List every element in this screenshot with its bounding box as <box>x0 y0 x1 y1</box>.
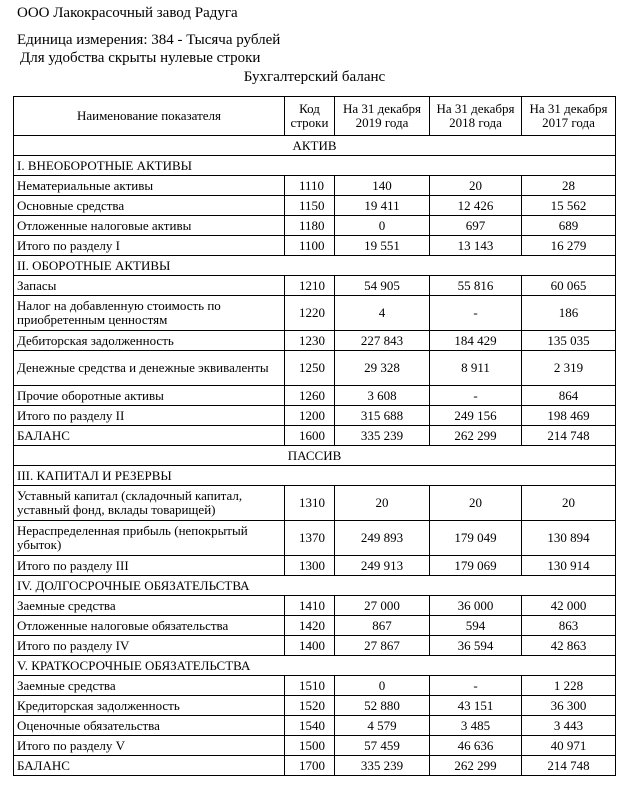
row-code: 1180 <box>285 216 335 236</box>
table-row <box>14 426 616 446</box>
value-2017: 135 035 <box>522 331 616 351</box>
table-row <box>14 216 616 236</box>
value-2017: 60 065 <box>522 276 616 296</box>
table-row <box>14 386 616 406</box>
value-2019: 335 239 <box>335 756 430 776</box>
row-label: Оценочные обязательства <box>14 716 285 736</box>
value-2018: 8 911 <box>430 351 522 386</box>
row-label: Основные средства <box>14 196 285 216</box>
section-title: V. КРАТКОСРОЧНЫЕ ОБЯЗАТЕЛЬСТВА <box>14 656 616 676</box>
value-2019: 52 880 <box>335 696 430 716</box>
table-row <box>14 676 616 696</box>
row-label: Итого по разделу V <box>14 736 285 756</box>
value-2019: 4 <box>335 296 430 331</box>
value-2018: - <box>430 386 522 406</box>
row-label: Уставный капитал (складочный капитал, уставный фонд, вклады товарищей) <box>14 486 285 521</box>
value-2017: 214 748 <box>522 426 616 446</box>
value-2017: 863 <box>522 616 616 636</box>
value-2019: 249 893 <box>335 521 430 556</box>
table-row <box>14 236 616 256</box>
value-2018: 12 426 <box>430 196 522 216</box>
value-2017: 42 863 <box>522 636 616 656</box>
part-header-row <box>14 136 616 156</box>
value-2018: 20 <box>430 486 522 521</box>
row-code: 1540 <box>285 716 335 736</box>
table-row <box>14 351 616 386</box>
value-2019: 140 <box>335 176 430 196</box>
value-2018: 262 299 <box>430 426 522 446</box>
row-code: 1220 <box>285 296 335 331</box>
row-code: 1110 <box>285 176 335 196</box>
column-header-2018: На 31 декабря 2018 года <box>430 97 522 136</box>
value-2017: 1 228 <box>522 676 616 696</box>
value-2017: 198 469 <box>522 406 616 426</box>
table-header-row <box>14 97 616 136</box>
row-code: 1100 <box>285 236 335 256</box>
row-label: БАЛАНС <box>14 756 285 776</box>
value-2018: 179 069 <box>430 556 522 576</box>
row-label: Отложенные налоговые обязательства <box>14 616 285 636</box>
row-code: 1400 <box>285 636 335 656</box>
value-2018: 249 156 <box>430 406 522 426</box>
value-2019: 19 411 <box>335 196 430 216</box>
row-label: Итого по разделу III <box>14 556 285 576</box>
value-2017: 42 000 <box>522 596 616 616</box>
value-2018: 3 485 <box>430 716 522 736</box>
value-2019: 335 239 <box>335 426 430 446</box>
value-2018: 594 <box>430 616 522 636</box>
value-2017: 864 <box>522 386 616 406</box>
row-code: 1300 <box>285 556 335 576</box>
value-2019: 19 551 <box>335 236 430 256</box>
value-2018: 697 <box>430 216 522 236</box>
row-code: 1420 <box>285 616 335 636</box>
table-row <box>14 296 616 331</box>
section-title: II. ОБОРОТНЫЕ АКТИВЫ <box>14 256 616 276</box>
table-row <box>14 636 616 656</box>
row-label: Итого по разделу II <box>14 406 285 426</box>
value-2018: 36 000 <box>430 596 522 616</box>
row-label: Запасы <box>14 276 285 296</box>
table-row <box>14 616 616 636</box>
table-row <box>14 176 616 196</box>
row-code: 1250 <box>285 351 335 386</box>
value-2017: 186 <box>522 296 616 331</box>
row-code: 1210 <box>285 276 335 296</box>
value-2017: 36 300 <box>522 696 616 716</box>
value-2019: 27 000 <box>335 596 430 616</box>
value-2017: 40 971 <box>522 736 616 756</box>
row-code: 1500 <box>285 736 335 756</box>
column-header-code: Код строки <box>285 97 335 136</box>
row-label: Нераспределенная прибыль (непокрытый убыток) <box>14 521 285 556</box>
table-row <box>14 196 616 216</box>
value-2018: 184 429 <box>430 331 522 351</box>
section-title: III. КАПИТАЛ И РЕЗЕРВЫ <box>14 466 616 486</box>
report-title: Бухгалтерский баланс <box>243 69 386 85</box>
row-label: Дебиторская задолженность <box>14 331 285 351</box>
row-code: 1370 <box>285 521 335 556</box>
column-header-2017: На 31 декабря 2017 года <box>522 97 616 136</box>
row-code: 1510 <box>285 676 335 696</box>
row-code: 1230 <box>285 331 335 351</box>
row-code: 1410 <box>285 596 335 616</box>
table-row <box>14 596 616 616</box>
value-2018: 13 143 <box>430 236 522 256</box>
value-2018: 55 816 <box>430 276 522 296</box>
table-row <box>14 736 616 756</box>
row-label: Нематериальные активы <box>14 176 285 196</box>
column-header-2019: На 31 декабря 2019 года <box>335 97 430 136</box>
value-2017: 3 443 <box>522 716 616 736</box>
row-label: Заемные средства <box>14 596 285 616</box>
value-2017: 689 <box>522 216 616 236</box>
value-2018: - <box>430 676 522 696</box>
part-title: АКТИВ <box>14 136 616 156</box>
value-2019: 4 579 <box>335 716 430 736</box>
value-2018: 46 636 <box>430 736 522 756</box>
value-2018: - <box>430 296 522 331</box>
row-label: Денежные средства и денежные эквиваленты <box>14 351 285 386</box>
row-code: 1260 <box>285 386 335 406</box>
row-label: Отложенные налоговые активы <box>14 216 285 236</box>
value-2018: 36 594 <box>430 636 522 656</box>
value-2019: 3 608 <box>335 386 430 406</box>
value-2019: 54 905 <box>335 276 430 296</box>
value-2017: 130 894 <box>522 521 616 556</box>
section-header-row <box>14 656 616 676</box>
part-title: ПАССИВ <box>14 446 616 466</box>
row-label: Заемные средства <box>14 676 285 696</box>
company-name: ООО Лакокрасочный завод Радуга <box>17 5 238 21</box>
part-header-row <box>14 446 616 466</box>
table-row <box>14 276 616 296</box>
row-code: 1200 <box>285 406 335 426</box>
table-row <box>14 486 616 521</box>
row-code: 1150 <box>285 196 335 216</box>
value-2017: 130 914 <box>522 556 616 576</box>
value-2017: 214 748 <box>522 756 616 776</box>
row-label: Итого по разделу IV <box>14 636 285 656</box>
value-2019: 27 867 <box>335 636 430 656</box>
section-title: IV. ДОЛГОСРОЧНЫЕ ОБЯЗАТЕЛЬСТВА <box>14 576 616 596</box>
row-code: 1700 <box>285 756 335 776</box>
table-row <box>14 521 616 556</box>
value-2018: 20 <box>430 176 522 196</box>
value-2017: 15 562 <box>522 196 616 216</box>
balance-sheet-table <box>13 96 616 776</box>
value-2019: 227 843 <box>335 331 430 351</box>
row-label: БАЛАНС <box>14 426 285 446</box>
section-header-row <box>14 256 616 276</box>
section-header-row <box>14 466 616 486</box>
table-row <box>14 406 616 426</box>
value-2018: 43 151 <box>430 696 522 716</box>
value-2017: 2 319 <box>522 351 616 386</box>
value-2017: 20 <box>522 486 616 521</box>
hidden-rows-note: Для удобства скрыты нулевые строки <box>20 50 261 66</box>
value-2019: 315 688 <box>335 406 430 426</box>
table-row <box>14 756 616 776</box>
value-2017: 16 279 <box>522 236 616 256</box>
section-header-row <box>14 576 616 596</box>
row-label: Налог на добавленную стоимость по приобретенным ценностям <box>14 296 285 331</box>
row-code: 1600 <box>285 426 335 446</box>
value-2019: 20 <box>335 486 430 521</box>
row-label: Кредиторская задолженность <box>14 696 285 716</box>
value-2019: 0 <box>335 676 430 696</box>
row-label: Итого по разделу I <box>14 236 285 256</box>
table-row <box>14 331 616 351</box>
value-2017: 28 <box>522 176 616 196</box>
value-2019: 29 328 <box>335 351 430 386</box>
value-2019: 0 <box>335 216 430 236</box>
table-body <box>14 136 616 776</box>
value-2019: 867 <box>335 616 430 636</box>
section-header-row <box>14 156 616 176</box>
table-row <box>14 556 616 576</box>
column-header-name: Наименование показателя <box>14 97 285 136</box>
section-title: I. ВНЕОБОРОТНЫЕ АКТИВЫ <box>14 156 616 176</box>
table-row <box>14 696 616 716</box>
value-2018: 262 299 <box>430 756 522 776</box>
row-code: 1520 <box>285 696 335 716</box>
value-2019: 249 913 <box>335 556 430 576</box>
value-2018: 179 049 <box>430 521 522 556</box>
row-code: 1310 <box>285 486 335 521</box>
row-label: Прочие оборотные активы <box>14 386 285 406</box>
table-row <box>14 716 616 736</box>
value-2019: 57 459 <box>335 736 430 756</box>
unit-of-measure: Единица измерения: 384 - Тысяча рублей <box>17 32 281 48</box>
